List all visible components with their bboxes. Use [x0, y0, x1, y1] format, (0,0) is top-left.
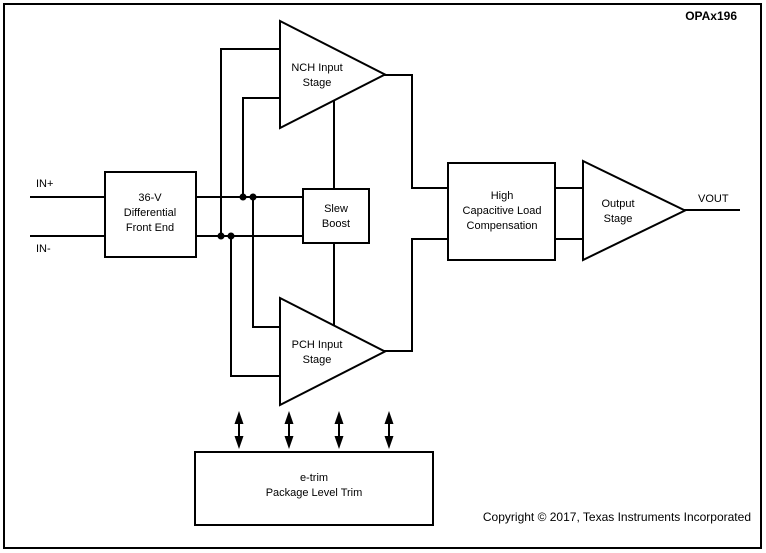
slew-boost-block [303, 189, 369, 243]
compensation-label-line1: High [490, 190, 514, 202]
slew-boost-label-line2: Boost [321, 218, 351, 230]
front-end-label-line2: Differential [123, 207, 177, 219]
front-end-label-line1: 36-V [138, 192, 162, 204]
part-number-label: OPAx196 [685, 9, 737, 23]
etrim-label-line1: e-trim [299, 472, 329, 484]
vout-label: VOUT [698, 193, 729, 205]
junction-dot [240, 194, 247, 201]
junction-dot [250, 194, 257, 201]
compensation-label-line3: Compensation [466, 220, 538, 232]
output-stage-label-line1: Output [601, 198, 635, 210]
in-plus-label: IN+ [36, 178, 54, 190]
compensation-label-line2: Capacitive Load [462, 205, 542, 217]
etrim-label-line2: Package Level Trim [265, 487, 363, 499]
in-minus-label: IN- [36, 243, 51, 255]
pch-label-line1: PCH Input [291, 339, 343, 351]
copyright-notice: Copyright © 2017, Texas Instruments Incorporated [482, 510, 751, 524]
junction-dot [218, 233, 225, 240]
pch-label-line2: Stage [302, 354, 332, 366]
slew-boost-label-line1: Slew [324, 203, 348, 215]
junction-dot [228, 233, 235, 240]
nch-label-line2: Stage [302, 77, 332, 89]
nch-label-line1: NCH Input [291, 62, 343, 74]
output-stage-label-line2: Stage [603, 213, 633, 225]
front-end-label-line3: Front End [125, 222, 175, 234]
